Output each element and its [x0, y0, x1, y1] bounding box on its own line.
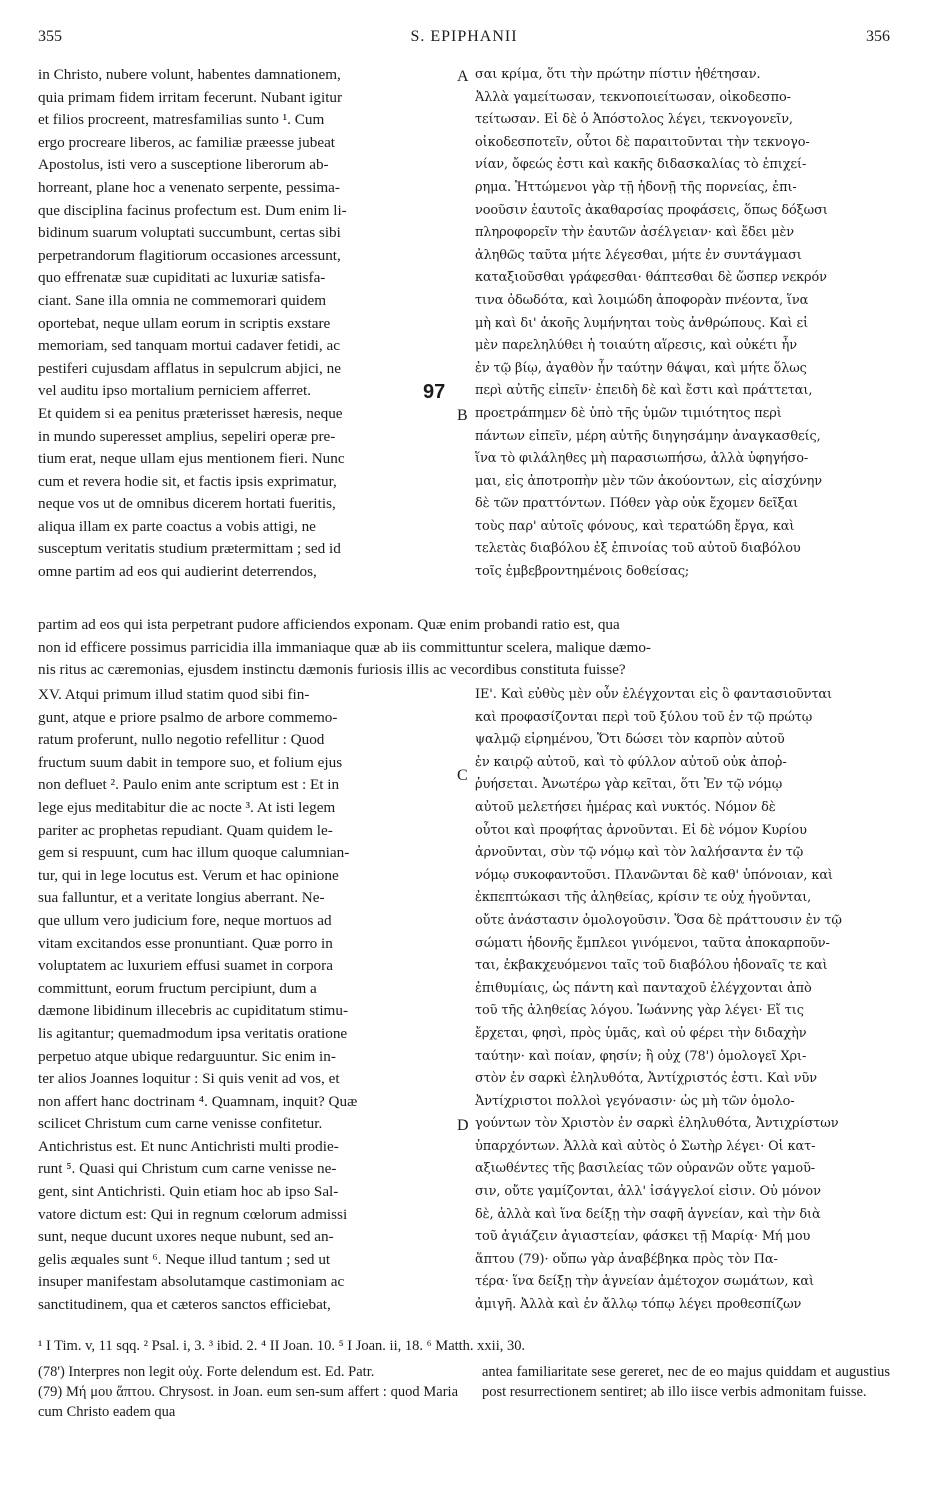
scripture-footnotes: ¹ I Tim. v, 11 sqq. ² Psal. i, 3. ³ ibid. 2. ⁴ II Joan. 10. ⁵ I Joan. ii, 18. ⁶ Matth. xxii, 30.	[38, 1338, 526, 1354]
section-marker-b: B	[457, 407, 468, 424]
section-marker-c: C	[457, 767, 468, 784]
section-marker-a: A	[457, 68, 469, 85]
latin-full-width-paragraph: partim ad eos qui ista perpetrant pudore afficiendos exponam. Quæ enim probandi ratio est, qua non id efficere possimus parricidia illa immaniaque quæ ab iis committuntur scelera, malique dæmo- nis ritus ac cæremonias, ejusdem instinctu dæmonis furiosis illis ac vecordibus constituta fuisse?	[38, 616, 651, 679]
editorial-notes-left: (78') Interpres non legit οὐχ. Forte delendum est. Ed. Patr. (79) Μή μου ἅπτου. Chrysost. in Joan. eum sen-sum affert : quod Maria cum Christo eadem qua	[38, 1364, 458, 1420]
marginal-number: 97	[423, 381, 446, 403]
latin-column-bottom: XV. Atqui primum illud statim quod sibi fin- gunt, atque e priore psalmo de arbore commemo- ratum proferunt, nullo negotio refellitur : Quod fructum suum dabit in tempore suo, et folium ejus non defluet ². Paulo enim ante scriptum est : Et in lege ejus meditabitur die ac nocte ³. At isti legem pariter ac prophetas repudiant. Quam quidem le- gem si respuunt, cum hac illum quoque calumnian- tur, qui in lege locutus est. Verum et hac opinione sua falluntur, et a veritate longius aberrant. Ne- que ullum vero judicium fore, neque mortuos ad vitam excitandos esse pronuntiant. Quæ porro in voluptatem ac luxuriem effusi suamet in corpora committunt, eorum fructum percipiunt, dum a dæmone libidinum illecebris ac cupiditatum stimu- lis agitantur; quemadmodum ipsa veritatis oratione perpetuo atque ubique redarguuntur. Sic enim in- ter alios Joannes loquitur : Si quis venit ad vos, et non affert hanc doctrinam ⁴. Quamnam, inquit? Quæ scilicet Christum cum carne venisse confitetur. Antichristus est. Et nunc Antichristi multi prodie- runt ⁵. Quasi qui Christum cum carne venisse ne- gent, sint Antichristi. Quin etiam hoc ab ipso Sal- vatore dictum est: Qui in regnum cœlorum admissi sunt, neque ducunt uxores neque nubunt, sed an- gelis æquales sunt ⁶. Neque illud tantum ; sed ut insuper manifestam absolutamque castimoniam ac sanctitudinem, qua et cæteros sanctos efficiebat,	[38, 686, 358, 1314]
running-title: S. EPIPHANII	[410, 28, 518, 45]
page-number-right: 356	[866, 28, 890, 45]
running-header	[38, 28, 890, 52]
editorial-notes-right: antea familiaritate sese gereret, nec de eo majus quiddam et augustius post resurrectionem sentiret; ab illo iisce verbis admonitam fuisse.	[482, 1364, 890, 1400]
page-number-left: 355	[38, 28, 62, 45]
greek-column-top: σαι κρίμα, ὅτι τὴν πρώτην πίστιν ἠθέτησαν. Ἀλλὰ γαμείτωσαν, τεκνοποιείτωσαν, οἰκοδεσπο- τείτωσαν. Εἰ δὲ ὁ Ἀπόστολος λέγει, τεκνογονεῖν, οἰκοδεσποτεῖν, οὗτοι δὲ παραιτοῦνται τὴν τεκνογο- νίαν, ὄφεώς ἐστι καὶ κακῆς διδασκαλίας τὸ ἐπιχεί- ρημα. Ἡττώμενοι γὰρ τῇ ἡδονῇ τῆς πορνείας, ἐπι- νοοῦσιν ἑαυτοῖς ἀκαθαρσίας προφάσεις, ὅπως δόξωσι πληροφορεῖν τὴν ἑαυτῶν ἀσέλγειαν· καὶ ἔδει μὲν ἀληθῶς ταῦτα μήτε λέγεσθαι, μήτε ἐν συντάγμασι καταξιοῦσθαι γράφεσθαι· θάπτεσθαι δὲ ὥσπερ νεκρόν τινα ὀδωδότα, καὶ λοιμώδη ἀποφορὰν πνέοντα, ἵνα μὴ καὶ δι' ἀκοῆς λυμήνηται τοὺς ἀνθρώπους. Καὶ εἰ μὲν παρεληλύθει ἡ τοιαύτη αἵρεσις, καὶ οὐκέτι ἦν ἐν τῷ βίῳ, ἀγαθὸν ἦν ταύτην θάψαι, καὶ μήτε ὅλως περὶ αὐτῆς εἰπεῖν· ἐπειδὴ δὲ καὶ ἔστι καὶ πράττεται, προετράπημεν δὲ ὑπὸ τῆς ὑμῶν τιμιότητος περὶ πάντων εἰπεῖν, μέρη αὐτῆς διηγησάμην ἀναγκασθείς, ἵνα τὸ φιλάληθες μὴ παρασιωπήσω, ἀλλὰ ὑφηγήσο- μαι, εἰς ἀποτροπὴν μὲν τῶν ἀκούοντων, εἰς αἰσχύνην δὲ τῶν πραττόντων. Πόθεν γὰρ οὐκ ἔχομεν δεῖξαι τοὺς παρ' αὐτοῖς φόνους, καὶ τερατώδη ἔργα, καὶ τελετὰς διαβόλου ἐξ ἐπινοίας τοῦ αὐτοῦ διαβόλου τοῖς ἐμβεβροντημένοις δοθείσας;	[475, 67, 828, 580]
section-marker-d: D	[457, 1117, 469, 1134]
greek-column-bottom: ΙΕ'. Καὶ εὐθὺς μὲν οὖν ἐλέγχονται εἰς ὃ φαντασιοῦνται καὶ προφασίζονται περὶ τοῦ ξύλου τοῦ ἐν τῷ πρώτῳ ψαλμῷ εἰρημένου, Ὅτι δώσει τὸν καρπὸν αὐτοῦ ἐν καιρῷ αὐτοῦ, καὶ τὸ φύλλον αὐτοῦ οὐκ ἀποῤ- ῥυήσεται. Ἀνωτέρω γὰρ κεῖται, ὅτι Ἐν τῷ νόμῳ αὐτοῦ μελετήσει ἡμέρας καὶ νυκτός. Νόμον δὲ οὗτοι καὶ προφήτας ἀρνοῦνται. Εἰ δὲ νόμον Κυρίου ἀρνοῦνται, σὺν τῷ νόμῳ καὶ τὸν λαλήσαντα ἐν τῷ νόμῳ συκοφαντοῦσι. Πλανῶνται δὲ καθ' ὑπόνοιαν, καὶ ἐκπεπτώκασι τῆς ἀληθείας, κρίσιν τε οὐχ ἡγοῦνται, οὔτε ἀνάστασιν ὁμολογοῦσιν. Ὅσα δὲ πράττουσιν ἐν τῷ σώματι ἡδονῆς ἔμπλεοι γινόμενοι, ταῦτα ἀποκαρποῦν- ται, ἐκβακχευόμενοι ταῖς τοῦ διαβόλου ἡδοναῖς τε καὶ ἐπιθυμίαις, ὡς πάντη καὶ πανταχοῦ ἐλέγχονται ἀπὸ τοῦ τῆς ἀληθείας λόγου. Ἰωάννης γὰρ λέγει· Εἴ τις ἔρχεται, φησὶ, πρὸς ὑμᾶς, καὶ οὐ φέρει τὴν διδαχὴν ταύτην· καὶ ποίαν, φησίν; ἢ οὐχ (78') ὁμολογεῖ Χρι- στὸν ἐν σαρκὶ ἐληλυθότα, Ἀντίχριστός ἐστι. Καὶ νῦν Ἀντίχριστοι πολλοὶ γεγόνασιν· ὡς μὴ τῶν ὁμολο- γούντων τὸν Χριστὸν ἐν σαρκὶ ἐληλυθότα, Ἀντιχρίστων ὑπαρχόντων. Ἀλλὰ καὶ αὐτὸς ὁ Σωτὴρ λέγει· Οἱ κατ- αξιωθέντες τῆς βασιλείας τῶν οὐρανῶν οὔτε γαμοῦ- σιν, οὔτε γαμίζονται, ἀλλ' ἰσάγγελοί εἰσιν. Οὐ μόνον δὲ, ἀλλὰ καὶ ἵνα δείξῃ τὴν σαφῆ ἁγνείαν, καὶ τὴν διὰ τοῦ ἁγιάζειν ἁγιαστείαν, φάσκει τῇ Μαρίᾳ· Μή μου ἅπτου (79)· οὔπω γὰρ ἀναβέβηκα πρὸς τὸν Πα- τέρα· ἵνα δείξῃ τὴν ἁγνείαν ἀμέτοχον σωμάτων, καὶ ἀμιγῆ. Ἀλλὰ καὶ ἐν ἄλλῳ τόπῳ λέγει προθεσπίζων	[475, 687, 842, 1313]
latin-column-top: in Christo, nubere volunt, habentes damnationem, quia primam fidem irritam fecerunt. Nubant igitur et filios procreent, matresfamilias sunto ¹. Cum ergo procreare liberos, ac familiæ præesse jubeat Apostolus, isti vero a susceptione liberorum ab- horreant, plane hoc a venenato serpente, pessima- que disciplina facinus profectum est. Dum enim li- bidinum suarum voluptati succumbunt, certas sibi perpetrandorum flagitiorum occasiones arcessunt, quo effrenatæ suæ cupiditati ac luxuriæ satisfa- ciant. Sane illa omnia ne commemorari quidem oportebat, neque ullam eorum in scriptis exstare memoriam, sed tanquam mortui cadaver fetidi, ac pestiferi cujusdam afflatus in sepulcrum abjici, ne vel auditu ipso mortalium perniciem afferret. Et quidem si ea penitus præterisset hæresis, neque in mundo superesset amplius, sepeliri operæ pre- tium erat, neque ullam ejus mentionem fieri. Nunc cum et revera hodie sit, et factis ipsis exprimatur, neque vos ut de omnibus dicerem hortati fueritis, aliqua illam ex parte coactus a vobis attigi, ne susceptum veritatis studium prætermittam ; sed id omne partim ad eos qui audierint deterrendos,	[38, 66, 347, 581]
